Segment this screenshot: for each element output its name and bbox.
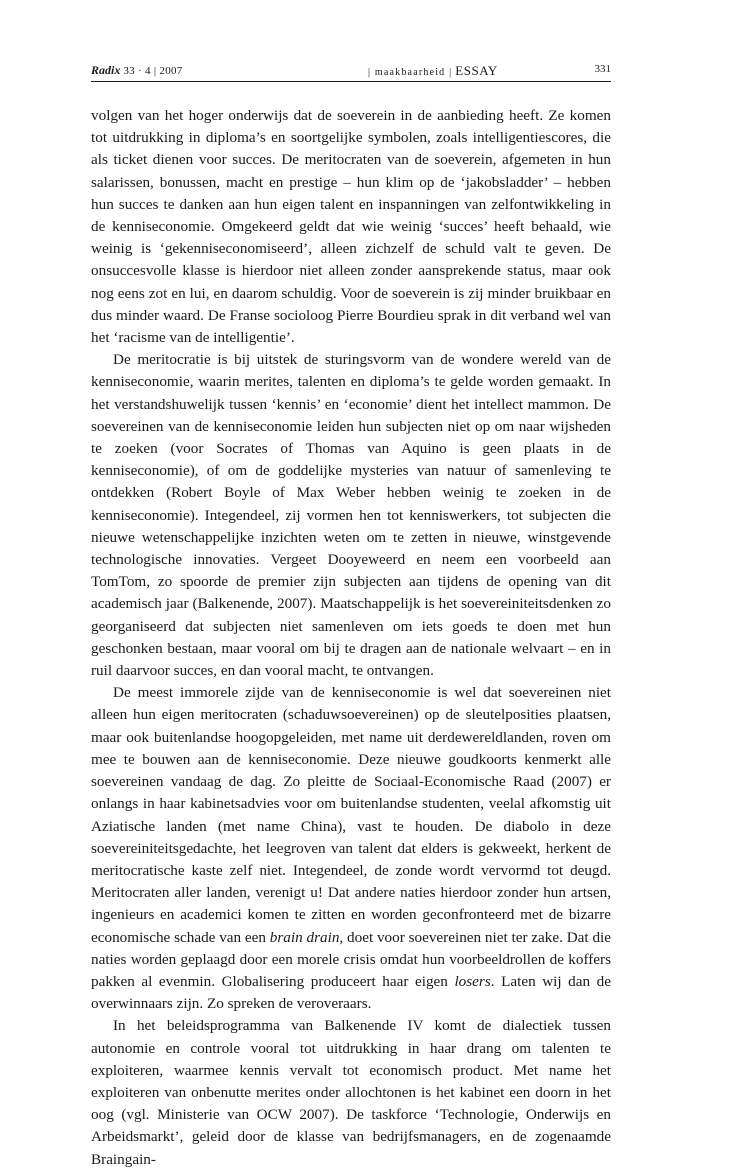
paragraph-3 (91, 682, 611, 1015)
journal-title: Radix (91, 63, 121, 77)
issue-info: 33 · 4 | 2007 (123, 65, 183, 77)
header-rule (91, 81, 611, 82)
paragraph-text: De meritocratie is bij uitstek de sturingsvorm van de wondere wereld van de kenniseconomie, waarin merites, talenten en diploma’s te gelde worden gemaakt. In het verstandshuwelijk tussen ‘kennis’ en ‘economie’ dient het intellect mammon. De soevereinen van de kenniseconomie leiden hun subjecten niet op om naar wijsheden te zoeken (voor Socrates of Thomas van Aquino is geen plaats in de kenniseconomie), of om de goddelijke mysteries van natuur of samenleving te ontdekken (Robert Boyle of Max Weber hebben weinig te zoeken in de kenniseconomie). Integendeel, zij vormen hen tot kenniswerkers, tot subjecten die nieuwe wetenschappelijke inzichten weten om te zetten in nieuwe, winstgevende technologische innovaties. Vergeet Dooyeweerd en neem een voorbeeld aan TomTom, zo spoorde de premier zijn subjecten aan tijdens de opening van dit academisch jaar (Balkenende, 2007). Maatschappelijk is het soevereiniteitsdenken zo georganiseerd dat subjecten niet samenleven om iets goeds te doen met hun geschonken bestaan, maar vooral om bij te dragen aan de nationale welvaart – en in ruil daarvoor succes, en dan vooral macht, te ontvangen. (91, 351, 611, 680)
section-label (368, 63, 498, 79)
paragraph-text: De meest immorele zijde van de kenniseconomie is wel dat soevereinen niet alleen hun eigen meritocraten (schaduwsoevereinen) op de sleutelposities plaatsen, maar ook buitenlandse hoogopgeleiden, met name uit derdewereldlanden, roven om mee te bouwen aan de kenniseconomie. Deze nieuwe goudkoorts kenmerkt alle soevereinen vandaag de dag. Zo pleitte de Sociaal-Economische Raad (2007) er onlangs in haar kabinetsadvies voor om buitenlandse studenten, veelal afkomstig uit Aziatische landen (met name China), vast te houden. De diabolo in deze soevereiniteitsgedachte, het leegroven van talent dat elders is gekweekt, herkent de meritocratische kaste zelf niet. Integendeel, de zonde wordt vervormd tot deugd. Meritocraten aller landen, verenigt u! Dat andere naties hierdoor zonder hun artsen, ingenieurs en academici komen te zitten en worden geconfronteerd met de bizarre economische schade van een (91, 684, 611, 946)
paragraph-1 (91, 105, 611, 349)
paragraph-text: . Laten wij dan de overwinnaars zijn. Zo spreken de veroveraars. (91, 972, 611, 1013)
paragraph-2 (91, 349, 611, 682)
page-number: 331 (594, 63, 611, 75)
section-name: | maakbaarheid | (368, 67, 453, 78)
italic-term-brain-drain: brain drain (269, 928, 340, 946)
paragraph-text: In het beleidsprogramma van Balkenende IV komt de dialectiek tussen autonomie en controle vooral tot uitdrukking in haar drang om talenten te exploiteren, waarmee kennis vervalt tot economisch product. Met name het exploiteren van onbenutte merites onder allochtonen is het kabinet een doorn in het oog (vgl. Ministerie van OCW 2007). De taskforce ‘Technologie, Onderwijs en Arbeidsmarkt’, geleid door de klasse van bedrijfsmanagers, en de zogenaamde Braingain- (91, 1017, 611, 1168)
essay-body (91, 105, 611, 1171)
italic-term-losers: losers (454, 972, 491, 990)
paragraph-4 (91, 1015, 611, 1170)
running-header (91, 63, 611, 81)
paragraph-text: , doet voor soevereinen niet ter zake. Dat die naties worden geplaagd door een morele crisis omdat hun voorbeeldrollen de koffers pakken al evenmin. Globalisering produceert haar eigen (91, 928, 611, 990)
journal-reference (91, 63, 183, 78)
paragraph-text: volgen van het hoger onderwijs dat de soeverein in de aanbieding heeft. Ze komen tot uitdrukking in diploma’s en soortgelijke symbolen, zoals intelligentiescores, die als ticket dienen voor succes. De meritocraten van de soeverein, afgemeten in hun salarissen, bonussen, macht en prestige – hun klim op de ‘jakobsladder’ – hebben hun succes te danken aan hun eigen talent en inspanningen van zelfontwikkeling in de kenniseconomie. Omgekeerd geldt dat wie weinig ‘succes’ heeft behaald, wie weinig is ‘gekenniseconomiseerd’, alleen zichzelf de schuld valt te geven. De onsuccesvolle klasse is hierdoor niet alleen zonder aansprekende status, maar ook nog eens zot en lui, en daarom schuldig. Voor de soeverein is zij minder bruikbaar en dus minder waard. De Franse socioloog Pierre Bourdieu sprak in dit verband wel van het ‘racisme van de intelligentie’. (91, 107, 611, 347)
category-name: ESSAY (455, 63, 498, 78)
